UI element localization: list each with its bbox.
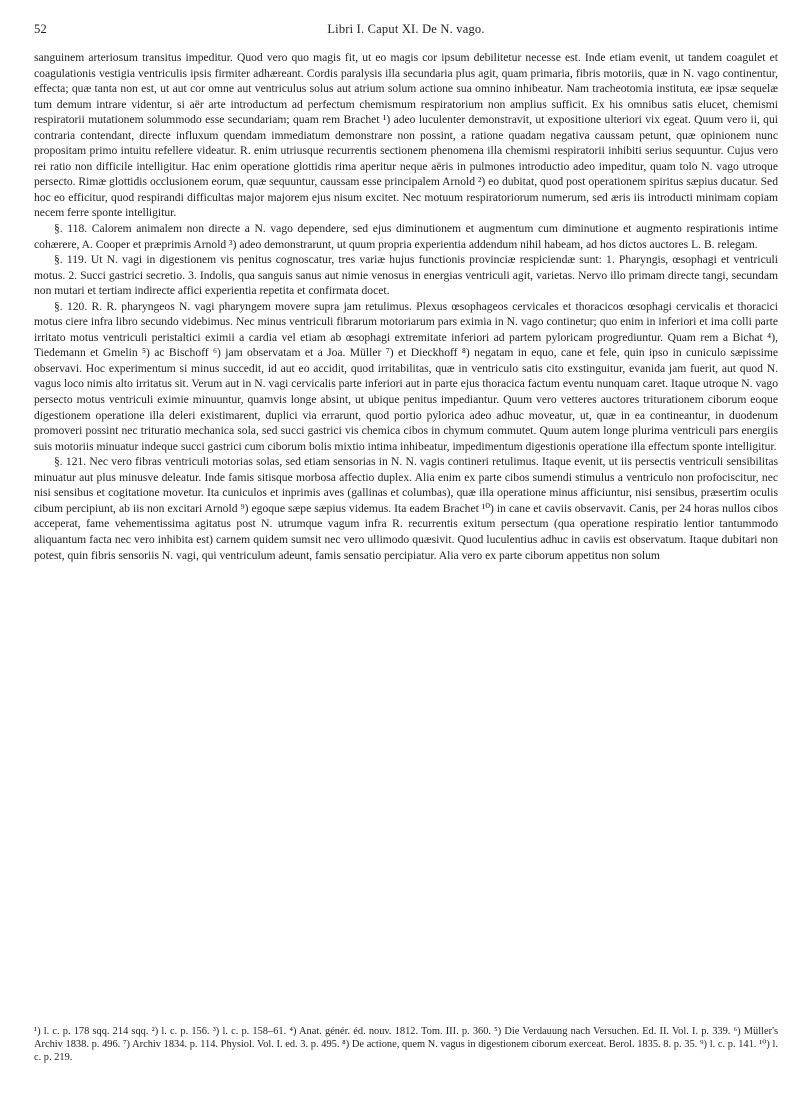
page-header [34, 22, 778, 44]
footnote-text: ¹) l. c. p. 178 sqq. 214 sqq. ²) l. c. p. 156. ³) l. c. p. 158–61. ⁴) Anat. génér. éd. nouv. 1812. Tom. III. p. 360. ⁵) Die Verdauung nach Versuchen. Ed. II. Vol. I. p. 339. ⁶) Müller's Archiv 1838. p. 496. ⁷) Archiv 1834. p. 114. Physiol. Vol. I. ed. 3. p. 495. ⁸) De actione, quem N. vagus in digestionem ciborum exerceat. Berol. 1835. 8. p. 35. ⁹) l. c. p. 141. ¹⁰) l. c. p. 219. [34, 1026, 778, 1063]
paragraph-118: §. 118. Calorem animalem non directe a N. vago dependere, sed ejus diminutionem et augmentum cum diminutione et augmento respirationis intime cohærere, A. Cooper et præprimis Arnold ³) adeo demonstrarunt, ut quum propria experientia addendum nihil habeam, ad hos dictos auctores L. B. relegam. [34, 222, 778, 251]
paragraph-119: §. 119. Ut N. vagi in digestionem vis penitus cognoscatur, tres variæ hujus functionis provinciæ respiciendæ sunt: 1. Pharyngis, œsophagi et ventriculi motus. 2. Succi gastrici secretio. 3. Indolis, qua sanguis sanus aut nimie venosus in energias ventriculi agit, varietas. Nervo illo primam directe tangi, secundam non mutari et tertiam indirecte affici experientia repetita et confirmata docet. [34, 253, 778, 298]
running-title: Libri I. Caput XI. De N. vago. [327, 22, 485, 36]
paragraph: sanguinem arteriosum transitus impeditur. Quod vero quo magis fit, ut eo magis cor ipsum debilitetur necesse est. Inde etiam evenit, ut tandem coagulet et coagulationis vestigia ventriculis ipsis firmiter adhæreant. Cordis paralysis illa secundaria plus agit, quam primaria, fibris motoriis, quæ in N. vago continentur, effecta; quæ tanta non est, ut aut cor omne aut ventriculus solus aut atrium solum actione sua omnino inhibeatur. Nam tracheotomia instituta, eæ ipsæ sequelæ tum demum intrare videntur, si aër arte introductum ad perfectum chemismum respiratorium non amplius sufficit. Ex his omnibus satis elucet, chemismi respiratorii mutationem solummodo esse secundariam; quam rem Brachet ¹) adeo luculenter demonstravit, ut expositione ulteriori vix egeat. Quum vero ii, qui contraria contendant, directe influxum quendam immediatum demonstrare non possint, a ratione quadam negativa caussam petunt, quæ opinionem nunc propositam primo intuitu refellere videatur. R. enim utriusque recurrentis sectionem phenomena illa chemismi respiratorii inhibiti serius sequuntur. Cujus vero rei ratio non difficile intelligitur. Hac enim operatione glottidis rima aperitur neque aëris in pulmones introductio adeo impeditur, quam tolo N. vago utroque persecto. Rimæ glottidis occlusionem eorum, quæ sequuntur, caussam esse principalem Arnold ²) eo dubitat, quod post operationem spiritus sæpius ducatur. Sed hoc eo efficitur, quod respirandi difficultas major majorem ejus nisum excitet. Nec motuum respiratoriorum numerum, sed æris iis introducti minimam copiam necem ferre sponte intelligitur. [34, 51, 778, 220]
body-text [34, 50, 778, 563]
paragraph-121: §. 121. Nec vero fibras ventriculi motorias solas, sed etiam sensorias in N. N. vagis contineri retulimus. Itaque evenit, ut iis persectis ventriculi sensibilitas minuatur aut plus minusve deleatur. Inde famis sitisque morbosa affectio duplex. Alia enim ex parte cibos sumendi stimulus a ventriculo non profociscitur, nec nisi sensibus et cogitatione movetur. Ita cuniculos et inprimis aves (gallinas et columbas), quæ illa operatione minus afficiuntur, nisi sensibus, præsertim oculis cibum percipiunt, ab iis non excitari Arnold ⁹) egoque sæpe sæpius videmus. Ita eadem Brachet ¹⁰) in cane et caviis observavit. Canis, per 24 horas nullos cibos acceperat, fame vehementissima agitatus post N. utrumque vagum infra R. recurrentis exitum persectum (qua operatione respiratio lentior tantummodo aliquantum facta nec vero inhibita est) carnem quidem sumsit nec vero ullimodo quæsivit. Quod luculentius adhuc in caviis est observatum. Itaque dubitari non potest, quin fibris sensoriis N. vagi, qui ventriculum adeunt, famis sensatio percipiatur. Alia vero ex parte ciborum appetitus non solum [34, 455, 778, 562]
page-number: 52 [34, 22, 47, 36]
paragraph-120: §. 120. R. R. pharyngeos N. vagi pharyngem movere supra jam retulimus. Plexus œsophageos cervicales et thoracicos œsophagi cervicalis et thoracici motus ciere infra libro secundo videbimus. Nec minus ventriculi fibrarum motoriarum pars eximia in N. vago continetur; quo enim in inferiori et ima colli parte irritato motus ventriculi peristaltici eximii a cardia vel etiam ab œsophagi extremitate inferiori ad partem pyloricam progrediuntur. Quam rem a Bichat ⁴), Tiedemann et Gmelin ⁵) ac Bischoff ⁶) jam observatam et a Joa. Müller ⁷) et Dieckhoff ⁸) negatam in equo, cane et fele, quin ipso in cuniculo sæpissime observavi. Hoc experimentum si minus succedit, id aut eo accidit, quod irritabilitas, quæ in ventriculo satis cito exstinguitur, evanida jam fuerit, aut quod N. vagus loco nimis alto irritatus sit. Verum aut in N. vagi cervicalis parte inferiori aut in parte ejus thoracica factum eventu nunquam caret. Itaque utroque N. vago persecto motus ventriculi eximie minuuntur, quamvis longe absint, ut ubique penitus impediantur. Quum vero vetteres auctores triturationem ciborum eoque digestionem operatione illa deleri existimarent, duplici via errarunt, quod portio pylorica adeo adhuc moveatur, ut, quæ in ea contineantur, in duodenum promoveri possint nec trituratio mechanica sola, sed succi gastrici vis chemica cibos in chymum commutet. Quum autem longe plurima ventriculi pars energiis suis motoriis minuatur indeque succi gastrici cum ciborum bolis mixtio intima inhibeatur, impedimentum digestionis operatione illa effectum sponte intelligitur. [34, 299, 778, 453]
footnotes [34, 1025, 778, 1064]
